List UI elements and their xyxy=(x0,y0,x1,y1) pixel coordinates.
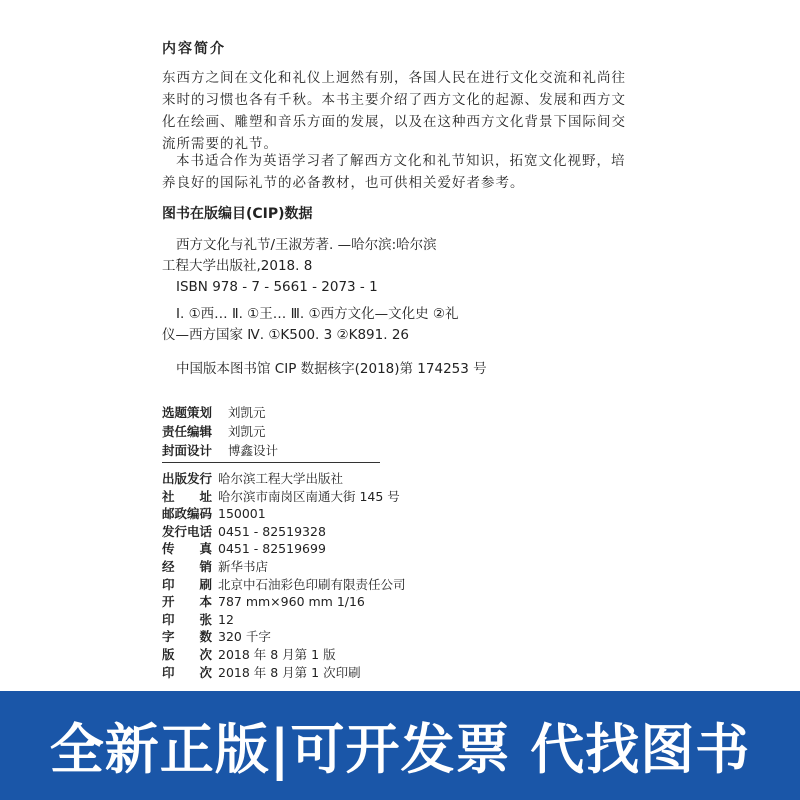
pub-label: 印 次 xyxy=(162,664,213,680)
pub-label: 印 张 xyxy=(162,611,213,627)
cip-line-isbn: ISBN 978 - 7 - 5661 - 2073 - 1 xyxy=(176,279,378,295)
pub-label: 字 数 xyxy=(162,629,213,645)
staff-row xyxy=(162,441,278,460)
staff-row xyxy=(162,403,278,422)
cip-title: 图书在版编目(CIP)数据 xyxy=(162,206,313,222)
staff-label: 责任编辑 xyxy=(162,424,213,439)
pub-row xyxy=(162,576,406,594)
pub-value: 2018 年 8 月第 1 版 xyxy=(218,646,336,662)
pub-value: 0451 - 82519699 xyxy=(218,541,326,557)
pub-value: 北京中石油彩色印刷有限责任公司 xyxy=(218,576,406,592)
cip-classification-line-2: 仪—西方国家 Ⅳ. ①K500. 3 ②K891. 26 xyxy=(162,327,410,343)
divider xyxy=(162,462,380,463)
pub-row xyxy=(162,593,406,611)
pub-label: 版 次 xyxy=(162,646,213,662)
pub-value: 320 千字 xyxy=(218,629,271,645)
staff-value: 刘凯元 xyxy=(228,405,266,420)
staff-row xyxy=(162,422,278,441)
pub-row xyxy=(162,611,406,629)
pub-label: 传 真 xyxy=(162,541,213,557)
cip-record xyxy=(162,235,642,298)
pub-value: 2018 年 8 月第 1 次印刷 xyxy=(218,664,361,680)
staff-value: 刘凯元 xyxy=(228,424,266,439)
pub-row xyxy=(162,470,406,488)
pub-row xyxy=(162,540,406,558)
pub-label: 经 销 xyxy=(162,558,213,574)
promo-banner-text: 全新正版|可开发票 代找图书 xyxy=(49,718,751,781)
pub-label: 邮政编码 xyxy=(162,506,213,522)
publication-info xyxy=(162,470,406,681)
pub-row xyxy=(162,505,406,523)
intro-title: 内容简介 xyxy=(162,41,226,57)
cip-line-publisher: 工程大学出版社,2018. 8 xyxy=(162,258,313,274)
staff-list xyxy=(162,403,278,460)
pub-row xyxy=(162,664,406,682)
staff-value: 博鑫设计 xyxy=(228,443,279,458)
pub-value: 0451 - 82519328 xyxy=(218,523,326,539)
pub-row xyxy=(162,646,406,664)
pub-row xyxy=(162,523,406,541)
pub-value: 150001 xyxy=(218,506,266,522)
staff-label: 选题策划 xyxy=(162,405,213,420)
pub-row xyxy=(162,558,406,576)
intro-paragraph-1: 东西方之间在文化和礼仪上迥然有别，各国人民在进行文化交流和礼尚往来时的习惯也各有千秋。本书主要介绍了西方文化的起源、发展和西方文化在绘画、雕塑和音乐方面的发展，以及在这种西方文化背景下国际间交流所需要的礼节。 xyxy=(162,70,626,152)
pub-label: 印 刷 xyxy=(162,576,213,592)
cip-classification xyxy=(162,304,642,346)
staff-label: 封面设计 xyxy=(162,443,213,458)
pub-label: 出版发行 xyxy=(162,471,213,486)
pub-row xyxy=(162,488,406,506)
pub-label: 社 址 xyxy=(162,488,213,504)
intro-paragraph-2: 本书适合作为英语学习者了解西方文化和礼节知识，拓宽文化视野，培养良好的国际礼节的必备教材，也可供相关爱好者参考。 xyxy=(162,153,626,191)
pub-value: 787 mm×960 mm 1/16 xyxy=(218,594,365,610)
pub-label: 发行电话 xyxy=(162,523,213,539)
cip-record-number: 中国版本图书馆 CIP 数据核字(2018)第 174253 号 xyxy=(176,361,487,377)
pub-value: 哈尔滨市南岗区南通大街 145 号 xyxy=(218,488,400,504)
pub-value: 哈尔滨工程大学出版社 xyxy=(218,471,344,486)
cip-classification-line-1: Ⅰ. ①西… Ⅱ. ①王… Ⅲ. ①西方文化—文化史 ②礼 xyxy=(176,306,459,322)
pub-row xyxy=(162,628,406,646)
cip-line-title-author: 西方文化与礼节/王淑芳著. —哈尔滨:哈尔滨 xyxy=(176,237,437,253)
pub-label: 开 本 xyxy=(162,594,213,610)
promo-banner xyxy=(0,691,800,800)
pub-value: 12 xyxy=(218,611,234,627)
pub-value: 新华书店 xyxy=(218,558,269,574)
